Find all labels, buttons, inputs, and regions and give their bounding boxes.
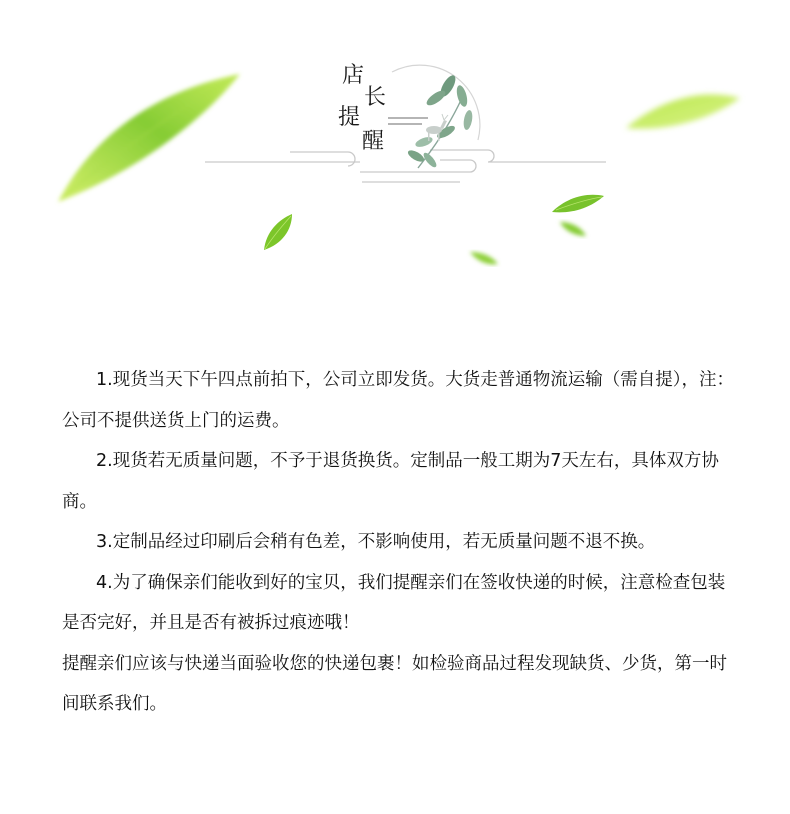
title-char-2: 长 <box>364 85 387 110</box>
title-char-4: 醒 <box>362 129 385 154</box>
notice-item-4: 4.为了确保亲们能收到好的宝贝，我们提醒亲们在签收快递的时候，注意检查包装是否完好，并且是否有被拆过痕迹哦！ <box>62 572 726 633</box>
notice-item-3: 3.定制品经过印刷后会稍有色差，不影响使用，若无质量问题不退不换。 <box>96 532 656 552</box>
line-ornament <box>205 150 606 182</box>
leaf-right-icon <box>626 95 740 129</box>
small-leaf-right-icon <box>552 195 604 213</box>
notice-content <box>62 360 742 725</box>
tiny-leaf-icon <box>560 222 586 236</box>
tiny-leaf-bottom-icon <box>470 252 498 264</box>
title-block <box>330 55 400 165</box>
small-leaf-icon <box>264 214 292 250</box>
title-char-1: 店 <box>342 63 365 88</box>
olive-branch-icon <box>406 73 473 169</box>
notice-item-2: 2.现货若无质量问题，不予于退货换货。定制品一般工期为7天左右，具体双方协商。 <box>62 451 719 512</box>
notice-extra: 提醒亲们应该与快递当面验收您的快递包裹！如检验商品过程发现缺货、少货，第一时间联系我们。 <box>62 653 727 714</box>
notice-item-1: 1.现货当天下午四点前拍下，公司立即发货。大货走普通物流运输（需自提），注：公司不提供送货上门的运费。 <box>62 370 734 431</box>
title-char-3: 提 <box>338 105 361 130</box>
large-leaf-left-icon <box>58 74 240 202</box>
